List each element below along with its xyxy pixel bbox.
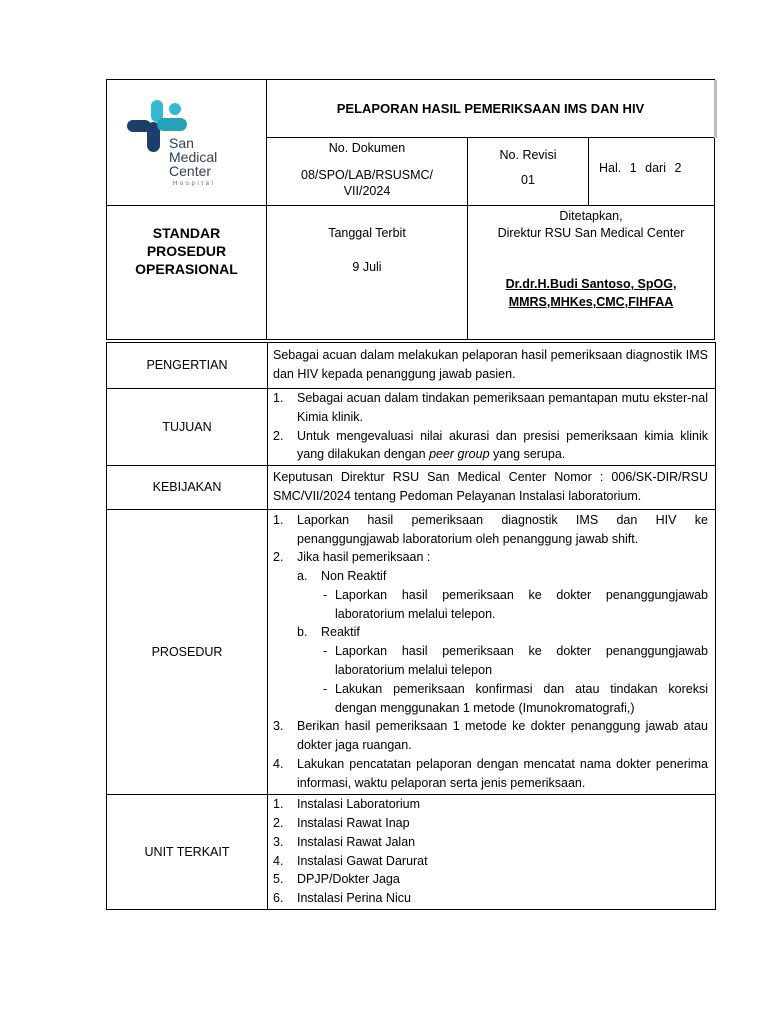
section-label-prosedur: PROSEDUR — [107, 510, 268, 795]
list-number: 4. — [273, 757, 284, 772]
list-number: 3. — [273, 719, 284, 734]
list-text: Non Reaktif — [321, 569, 387, 584]
logo-wordmark: San Medical Center — [169, 135, 218, 179]
issue-date-cell — [267, 206, 468, 339]
list-number: 2. — [273, 428, 284, 443]
list-text: DPJP/Dokter Jaga — [297, 872, 400, 887]
document-title: PELAPORAN HASIL PEMERIKSAAN IMS DAN HIV — [267, 80, 714, 138]
list-text: Instalasi Laboratorium — [297, 797, 420, 812]
list-text: Laporkan hasil pemeriksaan ke dokter penanggungjawab laboratorium melalui telepon. — [335, 587, 708, 621]
list-item — [273, 889, 708, 908]
list-text: Berikan hasil pemeriksaan 1 metode ke dokter penanggung jawab atau dokter jaga ruangan. — [297, 719, 708, 753]
dash-marker: - — [323, 587, 328, 602]
signer-name-line: Dr.dr.H.Budi Santoso, SpOG, — [505, 277, 677, 291]
table-row — [107, 389, 716, 466]
section-label-pengertian: PENGERTIAN — [107, 343, 268, 389]
sop-header — [106, 79, 715, 340]
section-content-kebijakan: Keputusan Direktur RSU San Medical Center Nomor : 006/SK-DIR/RSU SMC/VII/2024 tentang Pedoman Pelayanan Instalasi laboratorium. — [268, 466, 716, 510]
list-text: Sebagai acuan dalam tindakan pemeriksaan pemantapan mutu ekster-nal Kimia klinik. — [297, 391, 708, 424]
document-number-line2: VII/2024 — [343, 184, 391, 198]
document-number-line1: 08/SPO/LAB/RSUSMC/ — [301, 168, 433, 182]
table-row — [107, 466, 716, 510]
dash-list-item — [273, 586, 708, 624]
approval-position: Direktur RSU San Medical Center — [497, 226, 685, 240]
section-content-prosedur — [268, 510, 716, 795]
list-item — [273, 511, 708, 549]
revision-label: No. Revisi — [499, 148, 557, 162]
list-text: Jika hasil pemeriksaan : — [297, 550, 431, 565]
list-item — [273, 389, 708, 427]
document-number-cell — [267, 138, 468, 206]
section-content-unit-terkait — [268, 795, 716, 910]
hospital-logo — [127, 100, 247, 190]
section-label-tujuan: TUJUAN — [107, 389, 268, 466]
sub-list-item — [273, 623, 708, 642]
list-text: Laporkan hasil pemeriksaan ke dokter penanggungjawab laboratorium melalui telepon — [335, 644, 708, 678]
list-text: Laporkan hasil pemeriksaan diagnostik IMS dan HIV ke penanggungjawab laboratorium oleh penanggung jawab shift. — [297, 512, 708, 546]
sop-label-line: OPERASIONAL — [135, 261, 238, 277]
table-row — [107, 510, 716, 795]
list-item — [273, 852, 708, 871]
logo-cell — [107, 80, 267, 206]
list-text: Instalasi Gawat Darurat — [297, 853, 428, 868]
list-number: 2. — [273, 815, 284, 830]
section-label-kebijakan: KEBIJAKAN — [107, 466, 268, 510]
sop-content-table — [106, 342, 716, 910]
table-row — [107, 343, 716, 389]
logo-subtitle: Hospital — [173, 181, 216, 187]
approval-label: Ditetapkan, — [559, 209, 623, 223]
list-number: 1. — [273, 391, 284, 405]
sub-list-item — [273, 567, 708, 586]
sop-label-line: STANDAR — [152, 225, 221, 241]
approval-cell — [468, 206, 714, 339]
sop-label-line: PROSEDUR — [146, 243, 227, 259]
list-number: 2. — [273, 550, 284, 565]
list-item — [273, 814, 708, 833]
italic-term: peer group — [429, 447, 490, 462]
list-text: Instalasi Perina Nicu — [297, 891, 411, 906]
document-number-label: No. Dokumen — [328, 141, 406, 155]
list-number: 1. — [273, 797, 284, 812]
list-item — [273, 833, 708, 852]
list-item — [273, 717, 708, 755]
list-text: Lakukan pencatatan pelaporan dengan mencatat nama dokter penerima informasi, waktu pelaporan serta jenis pemeriksaan. — [297, 757, 708, 790]
section-content-pengertian: Sebagai acuan dalam melakukan pelaporan hasil pemeriksaan diagnostik IMS dan HIV kepada penanggung jawab pasien. — [268, 343, 716, 389]
dash-list-item — [273, 680, 708, 718]
sop-label-cell — [107, 206, 267, 339]
list-text: Instalasi Rawat Inap — [297, 815, 410, 830]
list-item — [273, 870, 708, 889]
list-number: 6. — [273, 891, 284, 906]
list-number: b. — [297, 625, 308, 640]
signer-name-line: MMRS,MHKes,CMC,FIHFAA — [508, 295, 674, 309]
dash-list-item — [273, 642, 708, 680]
section-label-unit-terkait: UNIT TERKAIT — [107, 795, 268, 910]
list-number: 1. — [273, 512, 284, 527]
list-text: Untuk mengevaluasi nilai akurasi dan presisi pemeriksaan kimia klinik yang dilakukan dengan peer group yang serupa. — [297, 428, 708, 462]
list-number: a. — [297, 569, 308, 584]
list-item — [273, 548, 708, 567]
list-item — [273, 795, 708, 814]
issue-date-value: 9 Juli — [352, 260, 382, 274]
list-text: Instalasi Rawat Jalan — [297, 834, 416, 849]
list-number: 5. — [273, 872, 284, 887]
dash-marker: - — [323, 681, 328, 696]
list-number: 3. — [273, 834, 284, 849]
table-row — [107, 795, 716, 910]
list-item — [273, 755, 708, 793]
issue-date-label: Tanggal Terbit — [328, 226, 406, 240]
dash-marker: - — [323, 644, 328, 659]
list-number: 4. — [273, 853, 284, 868]
list-text: Lakukan pemeriksaan konfirmasi dan atau tindakan koreksi dengan menggunakan 1 metode (Imunokromatografi,) — [335, 681, 708, 715]
section-content-tujuan — [268, 389, 716, 466]
signer-name — [468, 275, 714, 311]
revision-value: 01 — [521, 173, 535, 187]
revision-cell — [468, 138, 589, 206]
list-text: Reaktif — [321, 625, 360, 640]
page-number: Hal. 1 dari 2 — [589, 138, 714, 206]
list-item — [273, 427, 708, 465]
